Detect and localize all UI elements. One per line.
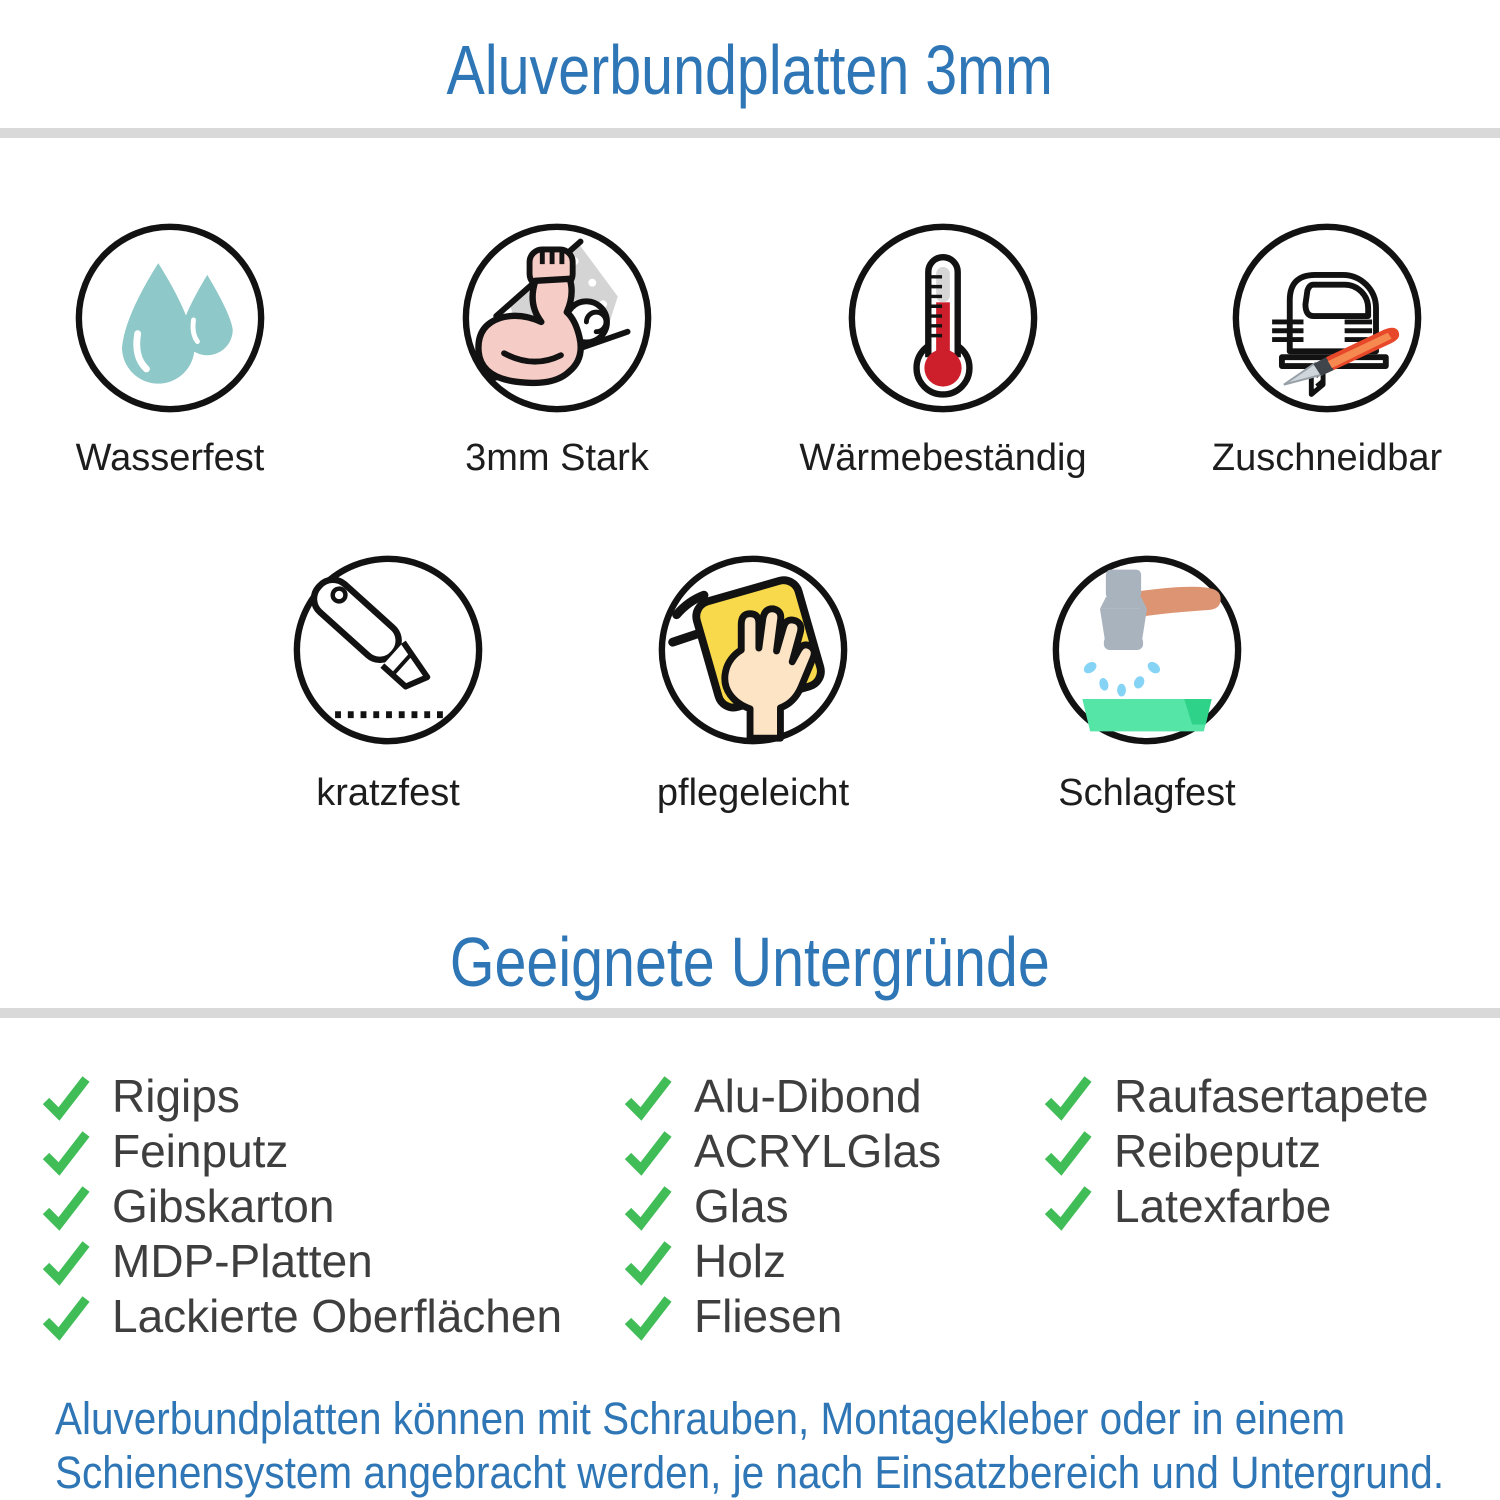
substrates-title-text: Geeignete Untergründe <box>450 923 1050 1001</box>
list-item <box>40 1233 562 1288</box>
check-icon <box>1042 1180 1094 1232</box>
list-item-label: ACRYLGlas <box>694 1124 942 1177</box>
jigsaw-icon <box>1229 220 1425 416</box>
check-icon <box>40 1290 92 1342</box>
mounting-note-line1: Aluverbundplatten können mit Schrauben, Montagekleber oder in einem <box>55 1393 1346 1444</box>
list-item-label: Fliesen <box>694 1289 843 1342</box>
substrates-column-3 <box>1042 1068 1429 1233</box>
feature-label-schlagfest: Schlagfest <box>1058 772 1236 814</box>
cutter-knife-icon <box>290 552 486 748</box>
list-item-label: Raufasertapete <box>1114 1069 1429 1122</box>
list-item-label: Feinputz <box>112 1124 289 1177</box>
page-title <box>0 30 1500 110</box>
list-item <box>40 1068 562 1123</box>
feature-kratzfest <box>290 552 486 748</box>
check-icon <box>622 1290 674 1342</box>
feature-waermebestaendig <box>845 220 1041 416</box>
feature-label-3mm-stark: 3mm Stark <box>465 437 649 479</box>
check-icon <box>622 1235 674 1287</box>
list-item-label: Latexfarbe <box>1114 1179 1332 1232</box>
feature-3mm-stark <box>459 220 655 416</box>
muscle-arm-icon <box>459 220 655 416</box>
check-icon <box>1042 1070 1094 1122</box>
list-item-label: Lackierte Oberflächen <box>112 1289 563 1342</box>
list-item-label: MDP-Platten <box>112 1234 373 1287</box>
list-item <box>1042 1178 1429 1233</box>
list-item-label: Alu-Dibond <box>694 1069 922 1122</box>
feature-wasserfest <box>72 220 268 416</box>
check-icon <box>40 1125 92 1177</box>
substrates-title <box>0 922 1500 1002</box>
divider-top <box>0 128 1500 138</box>
list-item <box>40 1288 562 1343</box>
substrates-column-2 <box>622 1068 941 1343</box>
list-item <box>622 1178 941 1233</box>
check-icon <box>40 1070 92 1122</box>
list-item <box>40 1123 562 1178</box>
mounting-note <box>55 1392 1500 1500</box>
list-item-label: Glas <box>694 1179 789 1232</box>
hammer-icon <box>1049 552 1245 748</box>
feature-pflegeleicht <box>655 552 851 748</box>
list-item <box>622 1288 941 1343</box>
list-item-label: Holz <box>694 1234 787 1287</box>
list-item <box>1042 1068 1429 1123</box>
check-icon <box>40 1180 92 1232</box>
feature-label-waermebestaendig: Wärmebeständig <box>799 437 1087 479</box>
feature-schlagfest <box>1049 552 1245 748</box>
check-icon <box>1042 1125 1094 1177</box>
water-drops-icon <box>72 220 268 416</box>
feature-label-kratzfest: kratzfest <box>316 772 460 814</box>
substrates-column-1 <box>40 1068 562 1343</box>
list-item <box>40 1178 562 1233</box>
check-icon <box>622 1125 674 1177</box>
check-icon <box>622 1070 674 1122</box>
list-item-label: Reibeputz <box>1114 1124 1322 1177</box>
wiping-hand-icon <box>655 552 851 748</box>
divider-substrates <box>0 1008 1500 1018</box>
thermometer-icon <box>845 220 1041 416</box>
page-title-text: Aluverbundplatten 3mm <box>446 31 1054 109</box>
feature-label-wasserfest: Wasserfest <box>75 437 265 479</box>
list-item <box>1042 1123 1429 1178</box>
feature-zuschneidbar <box>1229 220 1425 416</box>
check-icon <box>622 1180 674 1232</box>
list-item <box>622 1068 941 1123</box>
feature-label-zuschneidbar: Zuschneidbar <box>1211 437 1443 479</box>
list-item-label: Rigips <box>112 1069 240 1122</box>
feature-label-pflegeleicht: pflegeleicht <box>656 772 850 814</box>
list-item <box>622 1123 941 1178</box>
mounting-note-line2: Schienensystem angebracht werden, je nach Einsatzbereich und Untergrund. <box>55 1447 1445 1498</box>
list-item-label: Gibskarton <box>112 1179 335 1232</box>
list-item <box>622 1233 941 1288</box>
check-icon <box>40 1235 92 1287</box>
